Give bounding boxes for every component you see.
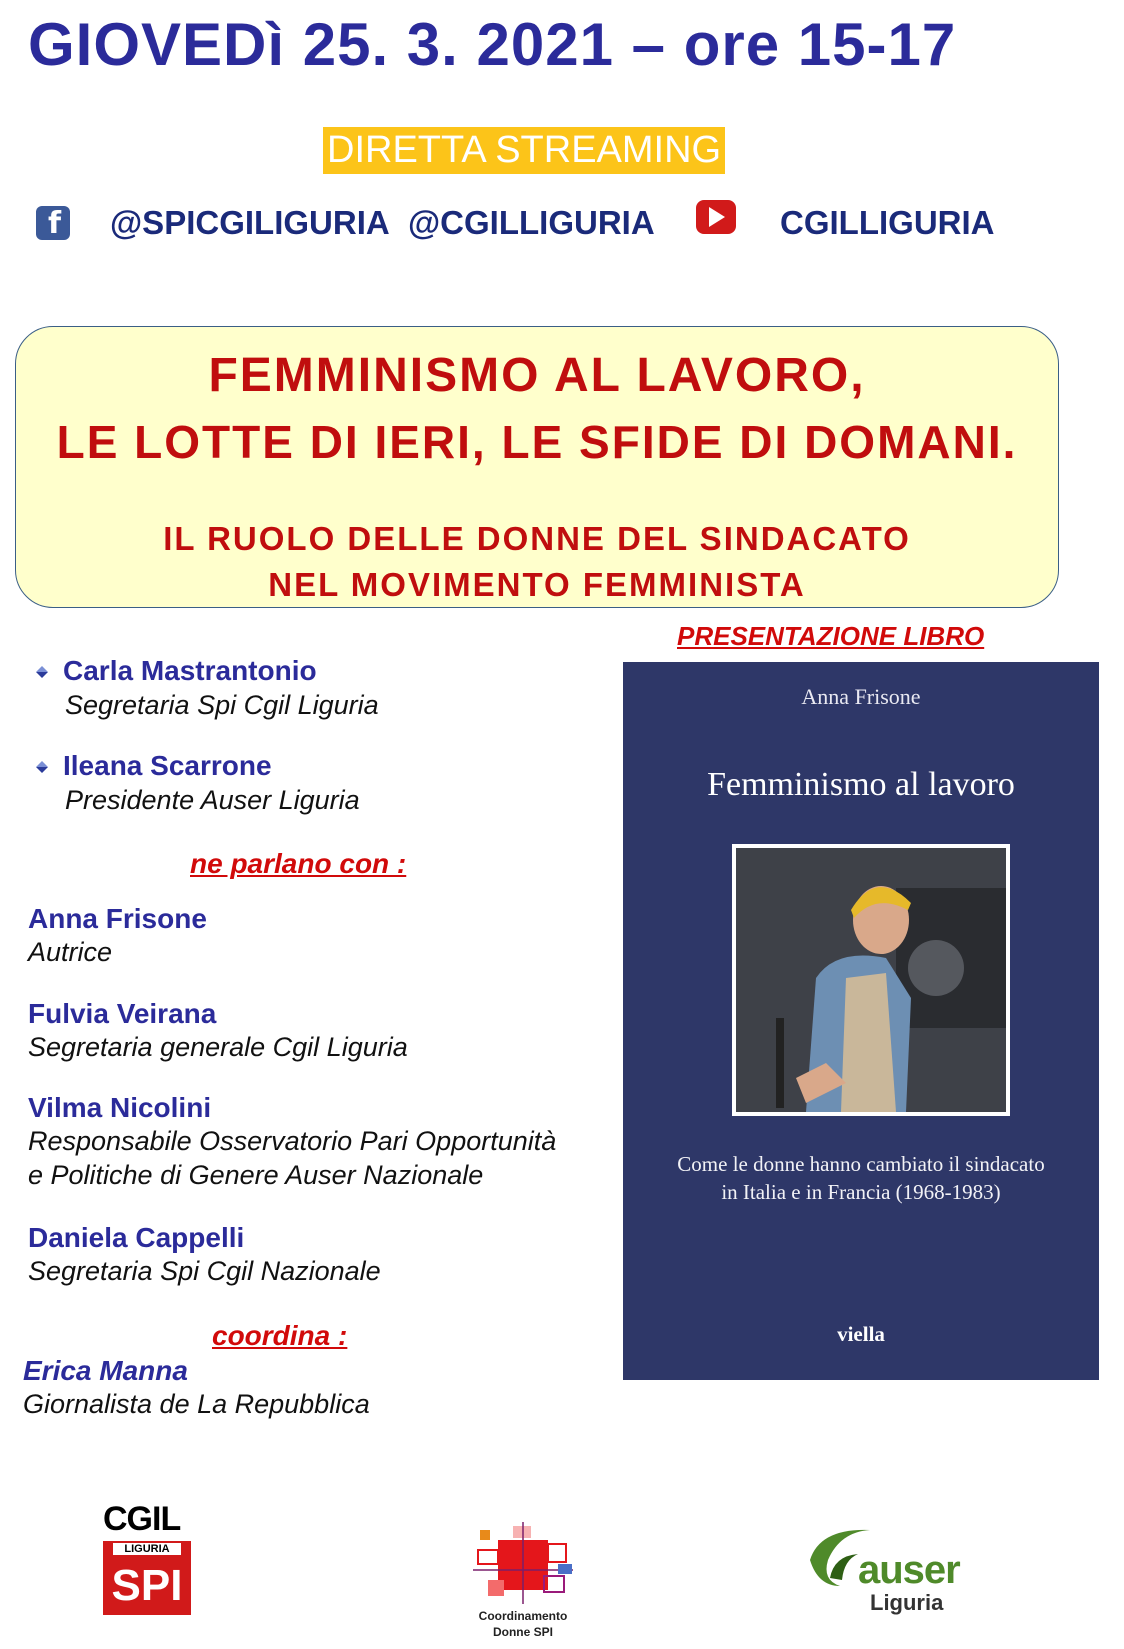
facebook-icon[interactable]: f — [36, 206, 70, 240]
coord-line-2: Donne SPI — [492, 1625, 553, 1639]
book-subtitle-line-1: Come le donne hanno cambiato il sindacato — [677, 1152, 1045, 1176]
subtitle-line-2: NEL MOVIMENTO FEMMINISTA — [268, 566, 806, 603]
facebook-handle-spi[interactable]: @SPICGILIGURIA — [110, 204, 390, 241]
book-author: Anna Frisone — [801, 684, 921, 709]
youtube-icon[interactable] — [696, 200, 736, 234]
cgil-region-band — [103, 1541, 191, 1557]
discussant-name: Vilma Nicolini — [28, 1092, 212, 1123]
book-subtitle-line-2: in Italia e in Francia (1968-1983) — [721, 1180, 1001, 1204]
coord-line-1: Coordinamento — [478, 1609, 568, 1623]
facebook-handle-cgil[interactable]: @CGILLIGURIA — [408, 204, 655, 241]
auser-wordmark: auser — [858, 1548, 960, 1592]
book-presentation-label: PRESENTAZIONE LIBRO — [677, 621, 985, 651]
speaker-name: Ileana Scarrone — [63, 750, 272, 781]
title-line-2: LE LOTTE DI IERI, LE SFIDE DI DOMANI. — [56, 416, 1018, 468]
event-date-heading: GIOVEDì 25. 3. 2021 – ore 15-17 — [28, 11, 957, 78]
discussant-role: e Politiche di Genere Auser Nazionale — [28, 1160, 484, 1190]
streaming-badge: DIRETTA STREAMING — [323, 127, 725, 174]
discussant-role: Autrice — [28, 937, 113, 967]
discussant-role: Responsabile Osservatorio Pari Opportunità — [28, 1126, 557, 1156]
coordinamento-caption — [458, 1608, 588, 1640]
discussant-name: Anna Frisone — [28, 903, 207, 934]
title-line-1: FEMMINISMO AL LAVORO, — [208, 349, 866, 402]
speaker-name: Carla Mastrantonio — [63, 655, 317, 686]
discussant-name: Daniela Cappelli — [28, 1222, 245, 1253]
coordinamento-mosaic-icon — [458, 1520, 588, 1606]
discussant-role: Segretaria generale Cgil Liguria — [28, 1032, 408, 1062]
auser-region: Liguria — [870, 1590, 944, 1615]
discussant-role: Segretaria Spi Cgil Nazionale — [28, 1256, 381, 1286]
coordinator-label: coordina : — [212, 1320, 348, 1351]
coordinamento-donne-logo — [458, 1520, 588, 1639]
speaker-role: Presidente Auser Liguria — [65, 785, 360, 815]
cgil-spi-logo — [103, 1500, 191, 1615]
book-publisher: viella — [837, 1322, 885, 1346]
cgil-region: LIGURIA — [113, 1543, 181, 1555]
spi-wordmark: SPI — [103, 1557, 191, 1615]
book-cover — [623, 662, 1099, 1380]
coordinator-name: Erica Manna — [23, 1355, 188, 1386]
discussant-name: Fulvia Veirana — [28, 998, 217, 1029]
discussion-label: ne parlano con : — [190, 848, 407, 879]
book-title: Femminismo al lavoro — [707, 766, 1015, 803]
book-cover-photo — [732, 844, 1010, 1116]
auser-logo — [800, 1520, 980, 1615]
subtitle-line-1: IL RUOLO DELLE DONNE DEL SINDACATO — [163, 520, 911, 557]
speaker-role: Segretaria Spi Cgil Liguria — [65, 690, 379, 720]
youtube-channel[interactable]: CGILLIGURIA — [780, 204, 995, 241]
coordinator-role: Giornalista de La Repubblica — [23, 1389, 370, 1419]
cgil-wordmark: CGIL — [103, 1500, 181, 1538]
book-subtitle — [623, 1150, 1099, 1206]
